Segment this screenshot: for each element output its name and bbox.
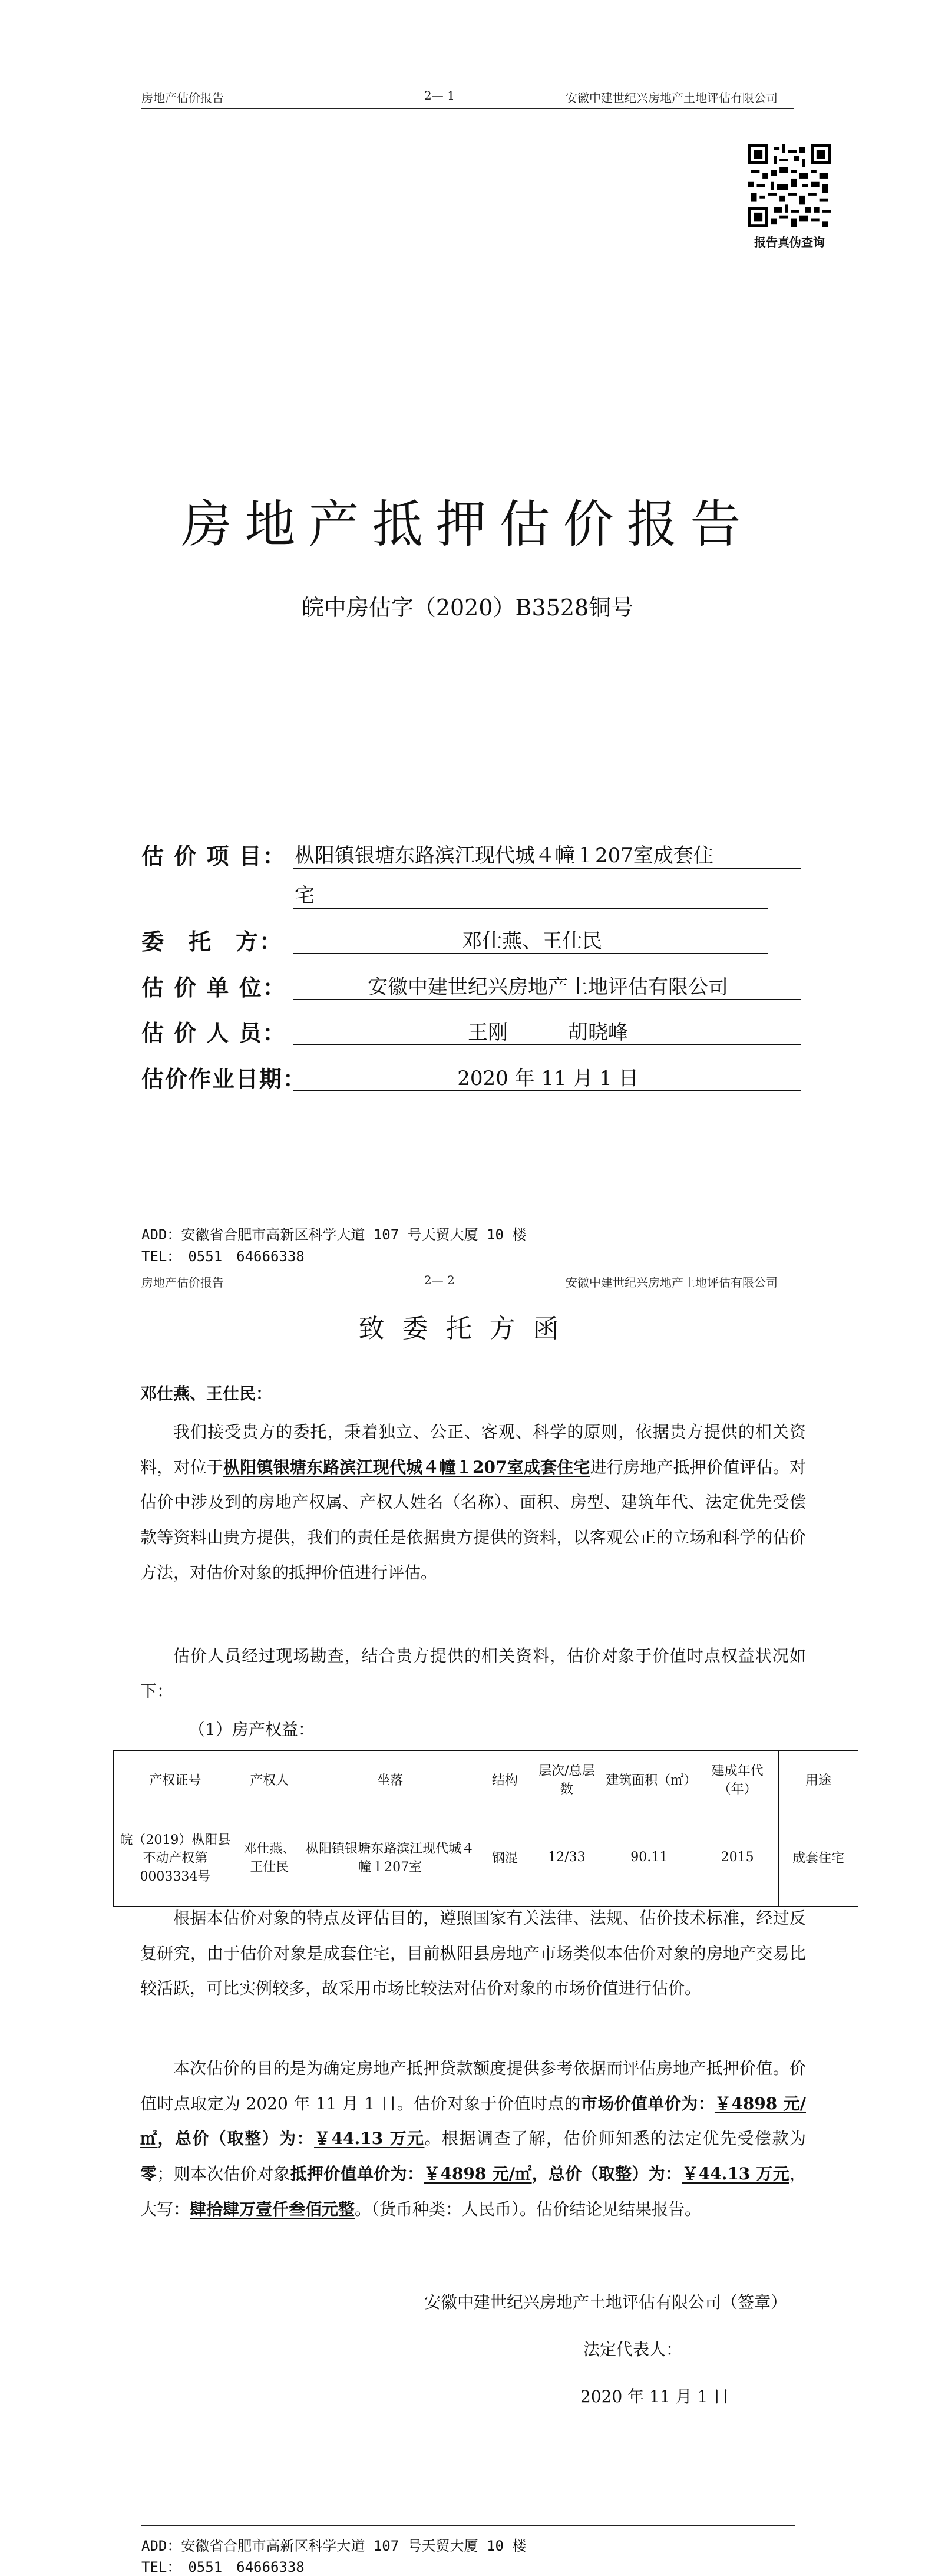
market-total-price: ￥44.13 万元 [314,2129,425,2149]
table-header-cell: 建筑面积（㎡） [602,1751,696,1808]
text-run: 进行房地产抵押价值评估。对估价中涉及到的房地产权属、产权人姓名（名称）、面积、房型、建筑年代、法定优先受偿款等资料由贵方提供，我们的责任是依据贵方提供的资料，以客观公正的立场和科学的估价方法，对估价对象的抵押价值进行评估。 [140,1457,806,1582]
text-run: 。根据调查了解，估价师知悉的法定优先受偿款为 [424,2129,806,2149]
text-run: ；则本次估价对象 [157,2163,290,2184]
page2-header-right: 安徽中建世纪兴房地产土地评估有限公司 [566,1275,778,1289]
table-header-cell: 结构 [478,1751,531,1808]
field-label-project: 估 价 项 目： [141,843,286,869]
field-underline [293,868,801,869]
page1-header-left: 房地产估价报告 [141,91,224,105]
priority-payment: 零 [140,2163,157,2184]
qr-code-icon[interactable] [748,144,831,227]
table-header-cell: 层次/总层数 [531,1751,602,1808]
text-run: 本次估价的目的是为确定房地产抵押贷款额度提供参考依据而评估房地产抵押价值。价值时点取定为 2020 年 11 月 1 日。估价对象于价值时点的 [140,2059,806,2113]
page1-header-right: 安徽中建世纪兴房地产土地评估有限公司 [566,91,778,105]
field-label-staff: 估 价 人 员： [141,1020,286,1046]
page1-header-rule [141,108,794,109]
field-value-staff: 王刚 胡晓峰 [468,1021,628,1044]
page2-footer-rule [141,2525,795,2526]
report-number: 皖中房估字（2020）B3528铜号 [301,595,634,621]
signature-company: 安徽中建世纪兴房地产土地评估有限公司（签章） [424,2293,788,2312]
paragraph-intro [140,1414,806,1590]
market-unit-price: ￥4898 元/㎡ [140,2093,806,2149]
field-label-appraiser: 估 价 单 位： [141,974,286,1001]
text-run: 抵押价值单价为： [290,2163,424,2184]
table-cell: 皖（2019）枞阳县不动产权第0003334号 [114,1808,237,1907]
paragraph-survey: 估价人员经过现场勘查，结合贵方提供的相关资料，估价对象于价值时点权益状况如下： [140,1646,806,1701]
page-title: 房地产抵押估价报告 [181,495,754,554]
table-cell: 2015 [696,1808,779,1907]
text-run: ，总价（取整）为： [531,2163,682,2184]
table-cell: 枞阳镇银塘东路滨江现代城４幢１207室 [302,1808,478,1907]
signature-representative: 法定代表人： [583,2340,683,2359]
page1-footer-address: ADD：安徽省合肥市高新区科学大道 107 号天贸大厦 10 楼 [141,1226,527,1243]
mortgage-total-price: ￥44.13 万元 [682,2163,789,2184]
table-cell: 成套住宅 [779,1808,858,1907]
text-run: 我们接受贵方的委托，秉着独立、公正、客观、科学的原则，依据贵方提供的相关资料，对位于 [140,1422,806,1477]
field-value-appraiser: 安徽中建世纪兴房地产土地评估有限公司 [368,975,728,999]
paragraph-method: 根据本估价对象的特点及评估目的，遵照国家有关法律、法规、估价技术标准，经过反复研究，由于估价对象是成套住宅，目前枞阳县房地产市场类似本估价对象的房地产交易比较活跃，可比实例较多，故采用市场比较法对估价对象的市场价值进行估价。 [140,1908,806,1998]
table-header-cell: 产权证号 [114,1751,237,1808]
table-caption: （1）房产权益： [189,1720,315,1739]
field-value-date: 2020 年 11 月 1 日 [457,1067,639,1090]
property-rights-table [113,1750,858,1907]
field-label-date: 估价作业日期： [141,1066,307,1092]
page1-footer-tel: TEL： 0551－64666338 [141,1248,305,1265]
field-value-client: 邓仕燕、王仕民 [462,929,602,953]
field-label-client: 委 托 方： [141,928,283,955]
field-underline [293,1090,801,1091]
field-underline [293,953,768,954]
page2-header-left: 房地产估价报告 [141,1275,224,1289]
salutation: 邓仕燕、王仕民： [140,1384,273,1403]
text-run: ，大写： [140,2163,806,2219]
table-cell: 12/33 [531,1808,602,1907]
table-header-cell: 产权人 [237,1751,302,1808]
page1-header-page: 2— 1 [424,88,455,103]
field-value-project-cont: 宅 [295,884,315,908]
text-run: 。（货币种类：人民币）。估价结论见结果报告。 [355,2199,702,2219]
property-address: 枞阳镇银塘东路滨江现代城４幢１207室成套住宅 [223,1457,590,1477]
field-underline [293,908,768,909]
qr-caption: 报告真伪查询 [754,235,825,249]
text-run: ，总价（取整）为： [157,2129,315,2149]
mortgage-unit-price: ￥4898 元/㎡ [424,2163,532,2184]
table-header-cell: 建成年代（年） [696,1751,779,1808]
table-header-cell: 用途 [779,1751,858,1808]
page2-footer-address: ADD：安徽省合肥市高新区科学大道 107 号天贸大厦 10 楼 [141,2538,527,2554]
table-header-row [114,1751,858,1808]
section-title: 致委托方函 [358,1314,577,1344]
paragraph-conclusion [140,2051,806,2227]
amount-in-words: 肆拾肆万壹仟叁佰元整 [190,2199,355,2219]
table-cell: 邓仕燕、王仕民 [237,1808,302,1907]
signature-date: 2020 年 11 月 1 日 [580,2387,730,2406]
page2-header-page: 2— 2 [424,1273,455,1287]
text-run: 市场价值单价为： [580,2093,715,2113]
field-underline [293,1044,801,1045]
field-value-project: 枞阳镇银塘东路滨江现代城４幢１207室成套住 [295,844,713,868]
table-cell: 90.11 [602,1808,696,1907]
table-header-cell: 坐落 [302,1751,478,1808]
field-underline [293,999,801,1000]
page2-footer-tel: TEL： 0551－64666338 [141,2559,305,2575]
table-row [114,1808,858,1907]
table-cell: 钢混 [478,1808,531,1907]
